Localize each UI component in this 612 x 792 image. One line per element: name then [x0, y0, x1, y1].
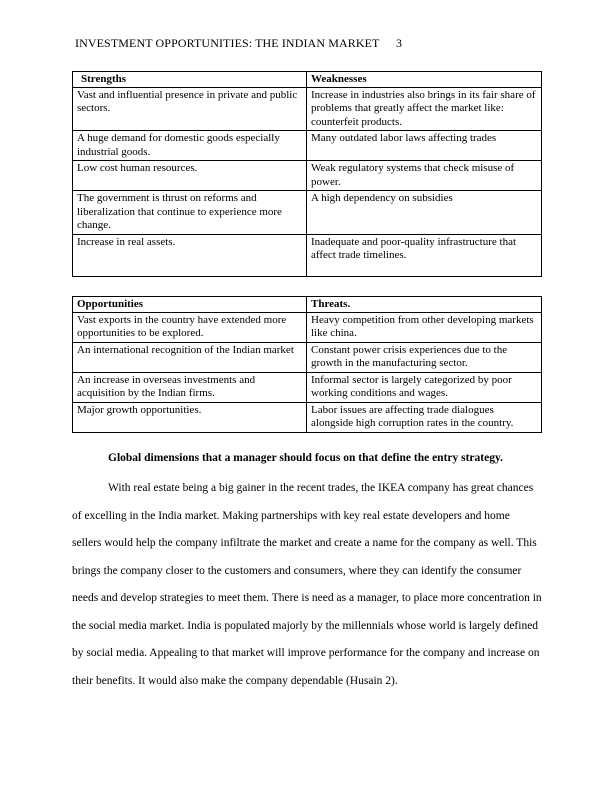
table-row — [73, 161, 542, 191]
table-cell: Increase in real assets. — [73, 234, 307, 276]
table-row — [73, 87, 542, 131]
body-paragraph: With real estate being a big gainer in the recent trades, the IKEA company has great chances of excelling in the India market. Making partnerships with key real estate developers and home sellers would help the company infiltrate the market and create a name for the company as well. This brings the company closer to the customers and consumers, where they can identify the consumer needs and develop strategies to meet them. There is need as a manager, to place more concentration in the social media market. India is populated majorly by the millennials whose world is largely defined by social media. Appealing to that market will improve performance for the company and increase on their benefits. It would also make the company dependable (Husain 2). — [72, 482, 542, 687]
table-cell: Inadequate and poor-quality infrastructure that affect trade timelines. — [307, 234, 542, 276]
table-row — [73, 372, 542, 402]
column-header-opportunities: Opportunities — [73, 297, 307, 313]
table-cell: A huge demand for domestic goods especially industrial goods. — [73, 131, 307, 161]
column-header-threats: Threats. — [307, 297, 542, 313]
table-cell: Increase in industries also brings in its fair share of problems that greatly affect the market like: counterfeit products. — [307, 87, 542, 131]
table-row — [73, 402, 542, 432]
table-cell: A high dependency on subsidies — [307, 191, 542, 235]
table-row — [73, 131, 542, 161]
running-header — [75, 36, 403, 51]
table-cell: Many outdated labor laws affecting trades — [307, 131, 542, 161]
section-heading: Global dimensions that a manager should focus on that define the entry strategy. — [108, 452, 503, 464]
table-row — [73, 191, 542, 235]
table-cell: Major growth opportunities. — [73, 402, 307, 432]
page-number: 3 — [396, 36, 403, 50]
table-row — [73, 342, 542, 372]
body-text — [72, 475, 542, 695]
strengths-weaknesses-table — [72, 71, 542, 277]
table-header-row — [73, 72, 542, 88]
table-row — [73, 312, 542, 342]
table-row — [73, 234, 542, 276]
table-cell: Weak regulatory systems that check misuse of power. — [307, 161, 542, 191]
table-cell: Labor issues are affecting trade dialogues alongside high corruption rates in the country. — [307, 402, 542, 432]
opportunities-threats-table — [72, 296, 542, 433]
table-header-row — [73, 297, 542, 313]
table-cell: The government is thrust on reforms and liberalization that continue to experience more change. — [73, 191, 307, 235]
column-header-strengths: Strengths — [73, 72, 307, 88]
table-cell: An increase in overseas investments and acquisition by the Indian firms. — [73, 372, 307, 402]
table-cell: Informal sector is largely categorized by poor working conditions and wages. — [307, 372, 542, 402]
running-head-title: INVESTMENT OPPORTUNITIES: THE INDIAN MARKET — [75, 36, 380, 50]
table-cell: Vast exports in the country have extended more opportunities to be explored. — [73, 312, 307, 342]
table-cell: Constant power crisis experiences due to the growth in the manufacturing sector. — [307, 342, 542, 372]
table-cell: Low cost human resources. — [73, 161, 307, 191]
column-header-weaknesses: Weaknesses — [307, 72, 542, 88]
table-cell: Vast and influential presence in private and public sectors. — [73, 87, 307, 131]
table-cell: Heavy competition from other developing markets like china. — [307, 312, 542, 342]
table-cell: An international recognition of the Indian market — [73, 342, 307, 372]
